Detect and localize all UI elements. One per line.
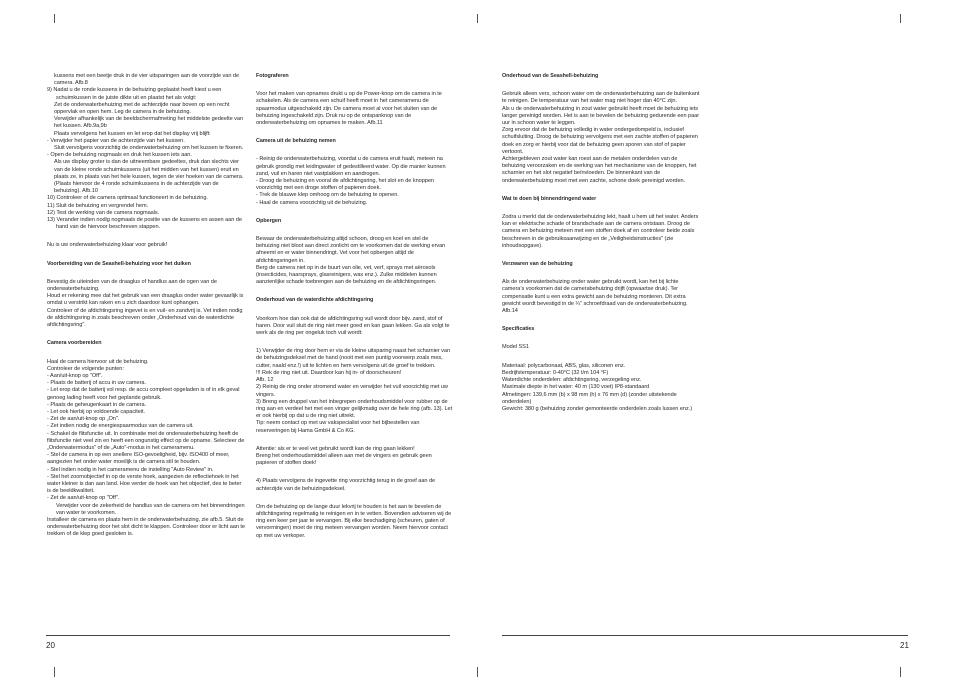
paragraph: Als u de onderwaterbehuizing in zout water gebruikt heeft moet de behuizing iets langer gereinigd worden. Het is aan te bevelen de behuizing gedurende een paar uur in schoon water te leggen.: [502, 105, 700, 127]
spacer: [256, 467, 453, 478]
paragraph: Afb.14: [502, 308, 518, 315]
paragraph: Zet de onderwaterbehuizing met de achterzijde naar boven op een recht oppervlak en open hem. Leg de camera in de behuizing.: [54, 101, 230, 116]
paragraph: Verwijder voor de zekerheid de handlus van de camera om het binnendringen van water te voorkomen.: [56, 502, 245, 516]
left-page-number: 20: [46, 641, 55, 650]
paragraph: Afmetingen: 139,6 mm (b) x 98 mm (h) x 76 mm (d) (zonder uitstekende onderdelen): [502, 391, 677, 405]
paragraph: Attentie: als er te veel vet gebruikt wordt kan de ring gaan lekken!: [256, 445, 415, 452]
section-heading: Opbergen: [256, 217, 282, 224]
paragraph: Bedrijfstemperatuur: 0-40°C (32 t/m 104 °F): [502, 369, 609, 376]
paragraph: 3) Breng een druppel van het inbegrepen onderhoudsmiddel voor rubber op de ring aan en verdeel het met een vinger gelijkmatig over de hele ring (afb. 13). Let er ook hierbij op dat u de ring niet uitrekt.: [256, 398, 453, 420]
heading-line: [502, 73, 700, 80]
left-page-column-1: [47, 73, 246, 539]
paragraph: - Stel het zoomobjectief in op de verste hoek, aangezien de reflectiehoek in het water kleiner is dan aan land. Hoe verder de hoek van het objectief, des te beter is de beeldkwaliteit.: [47, 473, 242, 495]
crop-mark: [900, 667, 901, 677]
crop-mark: [477, 667, 478, 677]
paragraph: - Zet indien nodig de energiespaarmodus van de camera uit.: [47, 423, 194, 430]
spacer: [256, 207, 453, 218]
spacer: [502, 185, 700, 196]
paragraph: - Let ook hierbij op voldoende capaciteit.: [47, 408, 146, 415]
paragraph: - Haal de camera voorzichtig uit de behuizing.: [256, 199, 368, 206]
paragraph: - Plaats de geheugenkaart in de camera.: [47, 401, 147, 408]
paragraph: Sluit vervolgens voorzichtig de onderwaterbehuizing om het kussen te fixeren.: [54, 145, 244, 152]
heading-line: [256, 138, 453, 145]
paragraph: Om de behuizing op de lange duur lekvrij te houden is het aan te bevelen de afdichtingsring regelmatig te reinigen en in te vetten. Bovendien adviseren wij de ring een keer per jaar te vervangen. Bij elke beschadiging (scheuren, gaten of vervormingen) moet de ring meteen vervangen worden. Neem hiervoor contact op met uw verkoper.: [256, 503, 452, 539]
paragraph: 2) Reinig de ring onder stromend water en verwijder het vuil voorzichtig met uw vingers.: [256, 384, 448, 398]
right-page-footer-rule: [502, 635, 908, 636]
paragraph: 9) Nadat u de ronde kussens in de behuizing geplaatst heeft kiest u een schuimkussen in de juiste dikte uit en plaatst het als volgt:: [47, 87, 222, 101]
right-page-number: 21: [900, 641, 909, 650]
spacer: [47, 268, 246, 279]
crop-mark: [477, 14, 478, 23]
paragraph: - Zet de aan/uit-knop op „On".: [47, 416, 120, 423]
heading-line: [502, 196, 700, 203]
paragraph: - Stel indien nodig in het cameramenu de instelling "Auto Review" in.: [47, 466, 214, 473]
crop-mark: [54, 667, 55, 677]
paragraph: Tip: neem contact op met uw vakspecialist voor het bijbestellen van reserveringen bij Hama GmbH & Co KG.: [256, 420, 420, 434]
paragraph: 11) Sluit de behuizing en vergrendel hem.: [47, 202, 149, 209]
paragraph: Maximale diepte in het water: 40 m (130 voet) IP8-standaard: [502, 384, 650, 391]
paragraph: Model SS1: [502, 344, 529, 351]
paragraph: kussens met een beetje druk in de vier uitsparingen aan de voorzijde van de camera. Afb.8: [54, 73, 240, 87]
spacer: [256, 286, 453, 297]
spacer: [502, 268, 700, 279]
paragraph: - Schakel de flitsfunctie uit. In combinatie met de onderwaterbehuizing heeft de flitsfunctie niet veel zin en heeft een ongunstig effect op de opname. Selecteer de „Onderwatermodus" of de „Auto"-modus in het cameramenu.: [47, 430, 245, 451]
paragraph: Installeer de camera en plaats hem in de onderwaterbehuizing, zie afb.5. Sluit de onderwaterbehuizing door het slot dicht te klappen. Controleer door er licht aan te trekken of de klep goed gesloten is.: [47, 516, 245, 538]
spacer: [256, 337, 453, 348]
paragraph: - Zet de aan/uit-knop op "Off".: [47, 495, 120, 502]
spacer: [256, 493, 453, 504]
heading-line: [256, 297, 453, 304]
paragraph: Gewicht: 380 g (behuizing zonder gemonteerde onderdelen zoals lussen enz.): [502, 405, 693, 412]
spacer: [256, 225, 453, 236]
spacer: [502, 333, 700, 344]
paragraph: Bevestig de uiteinden van de draaglus of handlus aan de ogen van de onderwaterbehuizing.: [47, 278, 217, 293]
paragraph: Nu is uw onderwaterbehuizing klaar voor gebruik!: [47, 242, 168, 249]
crop-mark: [900, 14, 901, 23]
spacer: [256, 145, 453, 156]
paragraph: Zodra u merkt dat de onderwaterbehuizing lekt, haalt u hem uit het water. Anders kan er elektrische schade of brandschade aan de camera ontstaan. Droog de camera en behuizing meteen met een stoffen doek af en controleer beide zoals beschreven in de gebruiksaanwijzing en de „Veiligheidsinstructies" (zie inhoudsopgave).: [502, 214, 699, 249]
heading-line: [502, 326, 700, 333]
paragraph: 13) Verander indien nodig nogmaals de positie van de kussens en assen aan de hand van de hiervoor beschreven stappen.: [47, 217, 242, 231]
paragraph: !!! Rek de ring niet uit. Daardoor kan hij in- of doorscheuren!: [256, 369, 402, 376]
paragraph: Bewaar de onderwaterbehuizing altijd schoon, droog en koel en stel de behuizing niet bloot aan direct zonlicht om te voorkomen dat de werking ervan afneemt en er water binnendringt. Vet voor het opbergen altijd de afdichtingsringen in.: [256, 236, 446, 264]
heading-line: [256, 73, 453, 80]
paragraph: 4) Plaats vervolgens de ingevette ring voorzichtig terug in de groef aan de achterzijde van de behuizingsdeksel.: [256, 478, 436, 492]
paragraph: 12) Test de werking van de camera nogmaals.: [47, 209, 160, 216]
heading-line: [47, 261, 246, 268]
section-heading: Voorbereiding van de Seashell-behuizing voor het duiken: [47, 260, 191, 267]
heading-line: [502, 261, 700, 268]
section-heading: Verzwaren van de behuizing: [502, 261, 573, 268]
paragraph: Afb. 12: [256, 377, 274, 384]
spacer: [256, 435, 453, 446]
spacer: [502, 250, 700, 261]
spacer: [256, 305, 453, 316]
paragraph: - Reinig de onderwaterbehuizing, voordat u de camera eruit haalt, meteen na gebruik grondig met leidingwater of gedestilleerd water. Op die manier kunnen zand, vuil en haren niet vastplakken en aandrogen.: [256, 156, 446, 177]
paragraph: Voor het maken van opnames drukt u op de Power-knop om de camera in te schakelen. Als de camera een schuif heeft moet in het cameramenu de spaarmodus uitgeschakeld zijn. De camera moet al voor het sluiten van de behuizing ingeschakeld zijn. Druk nu op de ontspanknop van de onderwaterbehuizing om opnames te maken. Afb.11: [256, 91, 442, 127]
heading-line: [47, 340, 246, 347]
section-heading: Specificaties: [502, 326, 535, 333]
left-page-column-2: [256, 73, 453, 540]
paragraph: Gebruik alleen vers, schoon water om de onderwaterbehuizing aan de buitenkant te reinigen. De temperatuur van het water mag niet hoger dan 40°C zijn.: [502, 91, 700, 105]
paragraph: - Stel de camera in op een snellere ISO-gevoeligheid, bijv. ISO400 of meer, aangezien het onder water moeilijk is de camera stil te houden.: [47, 452, 230, 466]
paragraph: Controleer of de afdichtingsring ingevet is en vuil- en zandvrij is. Vet indien nodig de afdichtingsring in zoals beschreven onder „Onderhoud van de waterdichte afdichtingsring".: [47, 307, 243, 329]
paragraph: Plaats vervolgens het kussen en let erop dat het display vrij blijft:: [54, 130, 211, 137]
spacer: [502, 80, 700, 91]
paragraph: Zorg ervoor dat de behuizing volledig in water ondergedompeld is, inclusief schuifsluiting. Droog de behuizing vervolgens met een zachte stoffen of papieren doek en zorg er hierbij voor dat de behuizing geen sporen van stof of papier vertoont.: [502, 127, 698, 155]
spacer: [47, 348, 246, 359]
spacer: [502, 203, 700, 214]
section-heading: Camera uit de behuizing nemen: [256, 138, 336, 145]
section-heading: Camera voorbereiden: [47, 340, 102, 347]
paragraph: - Plaats de batterij of accu in uw camera.: [47, 380, 146, 387]
spacer: [256, 127, 453, 138]
spacer: [502, 315, 700, 326]
paragraph: - Trek de blauwe klep omhoog om de behuizing te openen.: [256, 192, 399, 199]
paragraph: Materiaal: polycarbonaat, ABS, glas, siliconen enz.: [502, 362, 626, 369]
section-heading: Wat te doen bij binnendringend water: [502, 195, 597, 202]
paragraph: Als de onderwaterbehuizing onder water gebruikt wordt, kan het bij lichte camera’s voorkomen dat de camerabehuizing drijft (opwaartse druk). Ter compensatie kunt u een extra gewicht aan de behuizing monteren. Dit extra gewicht wordt bevestigd in de ¼" schroefdraad van de onderwaterbehuizing.: [502, 279, 688, 307]
spacer: [47, 329, 246, 340]
spacer: [47, 231, 246, 242]
paragraph: 1) Verwijder de ring door hem er via de kleine uitsparing naast het scharnier van de behuizingsdeksel met de hand (nooit met een puntig voorwerp zoals mes, cutter, naald enz.!) uit te lichten en hem vervolgens uit de groef te trekken.: [256, 348, 451, 369]
paragraph: - Let erop dat de batterij vol resp. de accu compleet opgeladen is of in elk geval genoeg lading heeft voor het geplande gebruik.: [47, 387, 240, 401]
paragraph: - Aan/uit-knop op "Off".: [47, 372, 103, 379]
paragraph: Breng het onderhoudsmiddel alleen aan met de vingers en gebruik geen papieren of stoffen doek!: [256, 452, 432, 467]
paragraph: Voorkom hoe dan ook dat de afdichtingsring vuil wordt door bijv. zand, stof of haren. Door vuil sluit de ring niet meer goed en kan gaan lekken. Ga als volgt te werk als de ring per ongeluk toch vuil wordt:: [256, 315, 450, 337]
paragraph: Berg de camera niet op in de buurt van olie, vet, verf, sprays met aërosols (insecticides, haarsprays, glasreinigers, wax enz.). Zulke middelen kunnen aanzienlijke schade toebrengen aan de behuizing en de afdichtingsringen.: [256, 264, 437, 286]
paragraph: Houd er rekening mee dat het gebruik van een draaglus onder water gevaarlijk is omdat u verstrikt kan raken en u zich daardoor kunt ophangen.: [47, 293, 244, 307]
paragraph: Waterdichte onderdelen: afdichtingsring, verzegeling enz.: [502, 377, 642, 384]
paragraph: Verwijder afhankelijk van de beeldschermafmeting het middelste gedeelte van het kussen. Afb.9a,9b: [54, 116, 244, 130]
heading-line: [256, 218, 453, 225]
paragraph: Haal de camera hiervoor uit de behuizing.: [47, 358, 149, 365]
section-heading: Onderhoud van de Seashell-behuizing: [502, 73, 599, 79]
spacer: [47, 250, 246, 261]
paragraph: 10) Controleer of de camera optimaal functioneert in de behuizing.: [47, 195, 208, 202]
left-page-footer-rule: [46, 635, 450, 636]
paragraph: - Verwijder het papier van de achterzijde van het kussen.: [47, 137, 185, 144]
spacer: [502, 352, 700, 363]
section-heading: Fotograferen: [256, 73, 289, 79]
right-page-column: [502, 73, 700, 413]
paragraph: - Open de behuizing nogmaals en druk het kussen iets aan.: [47, 152, 192, 159]
crop-mark: [54, 14, 55, 23]
paragraph: Achtergebleven zout water kan roest aan de metalen onderdelen van de behuizing veroorzaken en de werking van het mechanisme van de knoppen, het scharnier en het slot negatief beïnvloeden. De binnenkant van de onderwaterbehuizing moet met een zachte, schone doek gereinigd worden.: [502, 156, 697, 184]
paragraph: - Droog de behuizing en vooral de afdichtingsring, het slot en de knoppen voorzichtig met een droge stoffen of papieren doek.: [256, 178, 434, 192]
section-heading: Onderhoud van de waterdichte afdichtingsring: [256, 297, 374, 304]
paragraph: Controleer de volgende punten:: [47, 365, 124, 372]
spacer: [256, 80, 453, 91]
paragraph: Als uw display groter is dan de uitneembare gedeeltes, druk dan slechts vier van de kleine ronde schuimkussens (uit het midden van het kussen) eruit en plaats ze, in plaats van het hele kussen, tegen de vier hoeken van de camera. (Plaats hiervoor de 4 ronde schuimkussens in de achterzijde van de behuizing). Afb.10: [54, 159, 244, 195]
